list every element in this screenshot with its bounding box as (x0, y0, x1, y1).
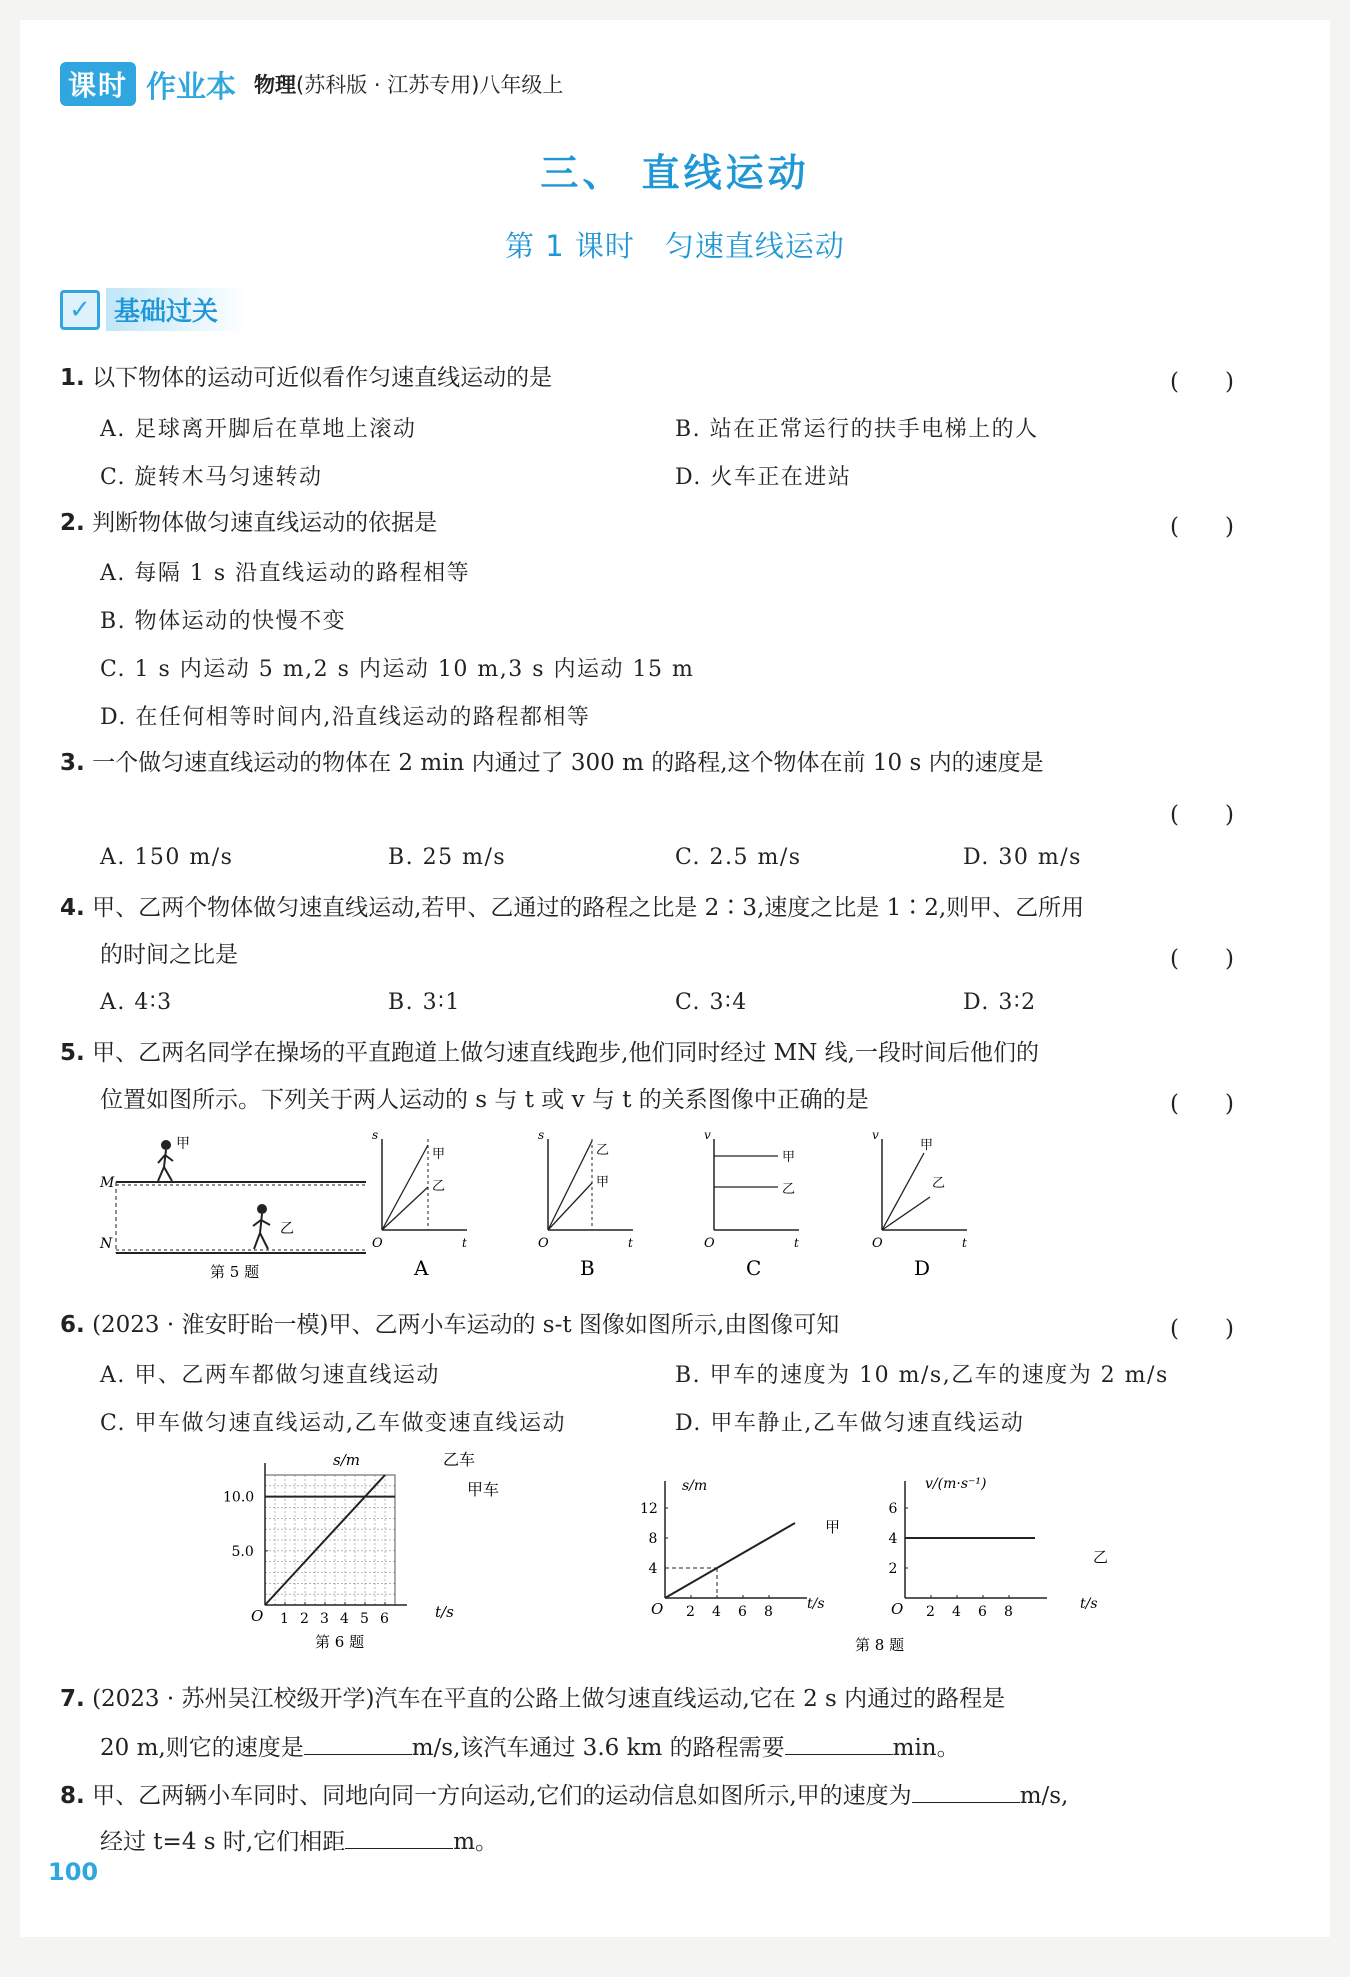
subject: 物理 (254, 73, 297, 97)
graph-line-yi (882, 1197, 930, 1230)
option[interactable]: B. 站在正常运行的扶手电梯上的人 (675, 417, 1039, 442)
fill-blank-speed[interactable] (912, 1780, 1020, 1803)
option[interactable]: C. 1 s 内运动 5 m,2 s 内运动 10 m,3 s 内运动 15 m (100, 657, 695, 682)
question-text: 经过 t=4 s 时,它们相距 (100, 1829, 346, 1855)
axis-label-s: s (372, 1128, 379, 1142)
section-label: 基础过关 (106, 288, 248, 331)
graph-label-c[interactable]: C (746, 1256, 762, 1280)
axis-label-s: s (538, 1128, 545, 1142)
origin-label: O (872, 1236, 883, 1251)
x-tick-label: 2 (686, 1604, 695, 1620)
graph-line-yi (548, 1141, 592, 1230)
question-number: 3. (60, 750, 85, 776)
vt-y-axis-label: v/(m·s⁻¹) (925, 1476, 987, 1492)
chart-st-marks (640, 1481, 807, 1620)
question-4 (60, 893, 1084, 923)
answer-paren[interactable]: ( ) (1170, 946, 1234, 972)
question-text: 甲、乙两名同学在操场的平直跑道上做匀速直线跑步,他们同时经过 MN 线,一段时间后他们的 (92, 1040, 1039, 1066)
series-label-yi-car: 乙车 (443, 1450, 476, 1469)
figure-6-chart (223, 1445, 555, 1660)
graph-label-d[interactable]: D (914, 1256, 931, 1280)
y-tick-label: 2 (888, 1561, 898, 1577)
x-tick-label: 4 (952, 1604, 961, 1620)
runner-jia-icon (158, 1140, 173, 1181)
line-label-yi: 乙 (782, 1182, 796, 1197)
origin-label: O (704, 1236, 715, 1251)
graph-line-jia (882, 1153, 924, 1230)
vt-x-axis-label: t/s (1080, 1596, 1098, 1612)
question-1 (60, 363, 552, 393)
axis-label-t: t (462, 1236, 467, 1250)
x-tick-label: 8 (764, 1604, 773, 1620)
question-6 (60, 1310, 839, 1340)
y-axis-label: s/m (333, 1451, 360, 1469)
line-label-jia: 甲 (596, 1175, 610, 1190)
fill-blank-speed[interactable] (304, 1732, 412, 1755)
question-text: (2023 · 苏州吴江校级开学)汽车在平直的公路上做匀速直线运动,它在 2 s 内通过的路程是 (92, 1686, 1006, 1712)
line-label-yi: 乙 (932, 1176, 946, 1191)
origin-label: O (372, 1236, 383, 1251)
graph-line-jia (548, 1183, 592, 1230)
option[interactable]: A. 150 m/s (100, 845, 234, 870)
vt-series-label-yi: 乙 (1093, 1548, 1109, 1566)
graph-line-jia (382, 1145, 428, 1230)
line-label-yi: 乙 (596, 1143, 610, 1158)
graph-label-a[interactable]: A (414, 1256, 429, 1280)
line-label-m: M (100, 1175, 115, 1191)
check-icon: ✓ (60, 290, 100, 330)
y-tick-label: 6 (888, 1501, 898, 1517)
x-axis-label: t/s (435, 1603, 454, 1621)
figure-8-caption: 第 8 题 (855, 1636, 905, 1654)
question-7-line2 (100, 1732, 960, 1763)
graph-b (538, 1128, 633, 1280)
x-tick-label: 4 (712, 1604, 721, 1620)
lesson-title: 第 1 课时 匀速直线运动 (505, 229, 845, 263)
axis-label-t: t (794, 1236, 799, 1250)
option[interactable]: D. 火车正在进站 (675, 465, 852, 490)
question-7 (60, 1684, 1005, 1714)
st-x-axis-label: t/s (807, 1596, 825, 1612)
option[interactable]: A. 每隔 1 s 沿直线运动的路程相等 (100, 561, 471, 586)
worksheet-page (20, 20, 1330, 1937)
question-5 (60, 1038, 1039, 1068)
option[interactable]: C. 甲车做匀速直线运动,乙车做变速直线运动 (100, 1411, 567, 1436)
question-text: (2023 · 淮安盱眙一模)甲、乙两小车运动的 s-t 图像如图所示,由图像可知 (92, 1312, 840, 1338)
question-text: m/s, (1019, 1783, 1069, 1809)
graph-d (872, 1128, 967, 1280)
header-brand (60, 62, 563, 106)
x-tick-label: 3 (320, 1611, 329, 1627)
chapter-title: 三、 直线运动 (540, 151, 810, 195)
graph-c (704, 1128, 799, 1280)
line-label-jia: 甲 (782, 1150, 796, 1165)
x-tick-label: 6 (380, 1611, 389, 1627)
x-tick-label: 5 (360, 1611, 369, 1627)
question-number: 8. (60, 1783, 85, 1809)
x-tick-label: 2 (300, 1611, 309, 1627)
origin-label: O (251, 1607, 264, 1625)
y-tick-label: 10.0 (223, 1489, 255, 1506)
option[interactable]: D. 在任何相等时间内,沿直线运动的路程都相等 (100, 705, 591, 730)
option[interactable]: C. 3∶4 (675, 990, 748, 1015)
line-label-n: N (100, 1236, 113, 1252)
axis-label-v: v (872, 1128, 879, 1142)
chart-vt-marks (889, 1481, 1048, 1620)
line-label-jia: 甲 (920, 1138, 934, 1153)
axis-label-v: v (704, 1128, 711, 1142)
origin-label: O (538, 1236, 549, 1251)
question-number: 6. (60, 1312, 85, 1338)
question-number: 4. (60, 895, 85, 921)
axis-label-t: t (628, 1236, 633, 1250)
figure-5-caption: 第 5 题 (210, 1263, 260, 1281)
track-scene (99, 1136, 366, 1281)
answer-paren[interactable]: ( ) (1170, 1316, 1234, 1342)
y-tick-label: 5.0 (231, 1543, 254, 1560)
option[interactable]: A. 4∶3 (100, 990, 173, 1015)
question-text: m。 (453, 1829, 499, 1855)
question-text: 判断物体做匀速直线运动的依据是 (92, 510, 438, 536)
x-tick-label: 6 (738, 1604, 747, 1620)
answer-paren[interactable]: ( ) (1170, 1091, 1234, 1117)
question-text: m/s,该汽车通过 3.6 km 的路程需要 (411, 1735, 785, 1761)
origin-label: O (891, 1600, 904, 1618)
fill-blank-time[interactable] (785, 1732, 893, 1755)
st-series-label-jia: 甲 (825, 1518, 841, 1536)
page-number: 100 (48, 1858, 99, 1886)
subject-line (254, 69, 563, 99)
question-text: 一个做匀速直线运动的物体在 2 min 内通过了 300 m 的路程,这个物体在前 10 s 内的速度是 (92, 750, 1044, 776)
st-y-axis-label: s/m (682, 1478, 708, 1494)
brand-name: 作业本 (146, 70, 237, 105)
question-text-cont: 位置如图所示。下列关于两人运动的 s 与 t 或 v 与 t 的关系图像中正确的是 (100, 1087, 869, 1113)
question-text: 20 m,则它的速度是 (100, 1735, 304, 1761)
question-2 (60, 508, 437, 538)
chart-marks (223, 1463, 407, 1627)
question-text-cont: 的时间之比是 (100, 942, 238, 968)
series-line (665, 1523, 795, 1598)
figure-8-charts (640, 1470, 1145, 1655)
question-number: 1. (60, 365, 85, 391)
question-text: 以下物体的运动可近似看作匀速直线运动的是 (92, 365, 553, 391)
option[interactable]: C. 2.5 m/s (675, 845, 802, 870)
line-label-jia: 甲 (432, 1147, 446, 1162)
graph-label-b[interactable]: B (580, 1256, 595, 1280)
x-tick-label: 8 (1004, 1604, 1013, 1620)
question-number: 5. (60, 1040, 85, 1066)
option[interactable]: C. 旋转木马匀速转动 (100, 465, 323, 490)
question-number: 2. (60, 510, 85, 536)
x-tick-label: 2 (926, 1604, 935, 1620)
graph-line-yi (382, 1187, 428, 1230)
x-tick-label: 1 (280, 1611, 289, 1627)
option[interactable]: B. 甲车的速度为 10 m/s,乙车的速度为 2 m/s (675, 1363, 1169, 1388)
y-tick-label: 4 (888, 1531, 898, 1547)
option[interactable]: A. 足球离开脚后在草地上滚动 (100, 417, 417, 442)
section-heading (60, 288, 248, 331)
brand-tag: 课时 (60, 62, 136, 106)
y-tick-label: 12 (640, 1501, 658, 1517)
answer-paren[interactable]: ( ) (1170, 369, 1234, 395)
fill-blank-distance[interactable] (345, 1826, 453, 1849)
runner-jia-label: 甲 (176, 1136, 190, 1152)
question-8-line2 (100, 1826, 498, 1857)
figure-5-row (100, 1125, 1240, 1290)
x-tick-label: 6 (978, 1604, 987, 1620)
x-tick-label: 4 (340, 1611, 349, 1627)
option[interactable]: D. 甲车静止,乙车做匀速直线运动 (675, 1411, 1025, 1436)
option[interactable]: B. 25 m/s (388, 845, 507, 870)
series-label-jia-car: 甲车 (467, 1480, 500, 1499)
option[interactable]: D. 30 m/s (963, 845, 1082, 870)
option[interactable]: B. 物体运动的快慢不变 (100, 609, 347, 634)
question-8 (60, 1780, 1068, 1811)
runner-yi-label: 乙 (280, 1221, 294, 1237)
edition: (苏科版 · 江苏专用)八年级上 (296, 73, 564, 97)
option[interactable]: A. 甲、乙两车都做匀速直线运动 (100, 1363, 440, 1388)
question-number: 7. (60, 1686, 85, 1712)
question-text: min。 (892, 1735, 960, 1761)
question-3 (60, 748, 1044, 778)
line-label-yi: 乙 (432, 1179, 446, 1194)
option[interactable]: D. 3∶2 (963, 990, 1037, 1015)
y-tick-label: 8 (648, 1531, 658, 1547)
figure-6-caption: 第 6 题 (315, 1633, 365, 1651)
question-text: 甲、乙两个物体做匀速直线运动,若甲、乙通过的路程之比是 2∶3,速度之比是 1∶2,则甲、乙所用 (92, 895, 1085, 921)
answer-paren[interactable]: ( ) (1170, 514, 1234, 540)
question-text: 甲、乙两辆小车同时、同地向同一方向运动,它们的运动信息如图所示,甲的速度为 (92, 1783, 912, 1809)
axis-label-t: t (962, 1236, 967, 1250)
y-tick-label: 4 (648, 1561, 658, 1577)
origin-label: O (651, 1600, 664, 1618)
answer-paren[interactable]: ( ) (1170, 802, 1234, 828)
option[interactable]: B. 3∶1 (388, 990, 461, 1015)
graph-a (372, 1128, 467, 1280)
runner-yi-icon (253, 1204, 270, 1249)
